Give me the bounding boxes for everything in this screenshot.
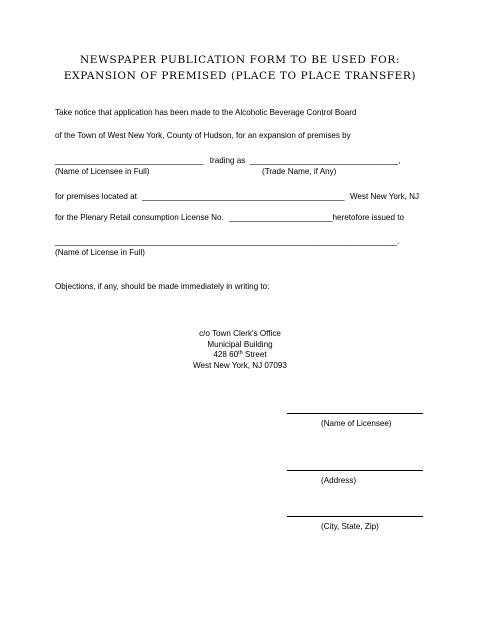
premises-city: West New York, NJ bbox=[349, 192, 420, 201]
license-full-blank: ____________________________________________________________________________. bbox=[55, 237, 400, 246]
street-number: 428 60 bbox=[213, 350, 239, 359]
street-word: Street bbox=[245, 350, 267, 359]
premises-row bbox=[55, 193, 419, 201]
licensee-trade-row bbox=[55, 157, 400, 165]
town-text: of the Town of West New York, County of Hudson, for an expansion of premises by bbox=[55, 131, 351, 140]
premises-label: for premises located at bbox=[55, 192, 137, 201]
trade-name-label: (Trade Name, if Any) bbox=[262, 167, 337, 176]
signature-address-label: (Address) bbox=[321, 476, 357, 485]
signature-line-name bbox=[287, 413, 423, 414]
signature-city-label: (City, State, Zip) bbox=[321, 522, 379, 531]
signature-line-city bbox=[287, 516, 423, 517]
signature-line-address bbox=[287, 470, 423, 471]
trade-name-blank: _________________________________, bbox=[249, 156, 401, 165]
licensee-name-label: (Name of Licensee in Full) bbox=[55, 167, 150, 176]
objections-text: Objections, if any, should be made immediately in writing to: bbox=[55, 282, 270, 291]
title-line-1: NEWSPAPER PUBLICATION FORM TO BE USED FOR: bbox=[80, 54, 400, 66]
heretofore-text: heretofore issued to bbox=[332, 213, 405, 222]
title-line-2: EXPANSION OF PREMISED (PLACE TO PLACE TRANSFER) bbox=[63, 70, 417, 82]
plenary-label: for the Plenary Retail consumption License No. bbox=[55, 213, 224, 222]
plenary-row bbox=[55, 214, 404, 222]
notice-text: Take notice that application has been made to the Alcoholic Beverage Control Board bbox=[55, 108, 357, 117]
address-line-1: c/o Town Clerk's Office bbox=[199, 329, 281, 338]
premises-blank: _____________________________________________ bbox=[142, 192, 345, 201]
address-line-2: Municipal Building bbox=[207, 340, 273, 349]
signature-name-label: (Name of Licensee) bbox=[321, 419, 392, 428]
licensee-name-blank: _________________________________ bbox=[55, 156, 204, 165]
license-number-blank: _______________________ bbox=[228, 213, 333, 222]
address-line-3 bbox=[0, 351, 480, 359]
license-full-label: (Name of License in Full) bbox=[55, 248, 145, 257]
address-line-4: West New York, NJ 07093 bbox=[193, 361, 287, 370]
trading-as-text: trading as bbox=[209, 156, 246, 165]
street-suffix: th bbox=[238, 350, 243, 356]
